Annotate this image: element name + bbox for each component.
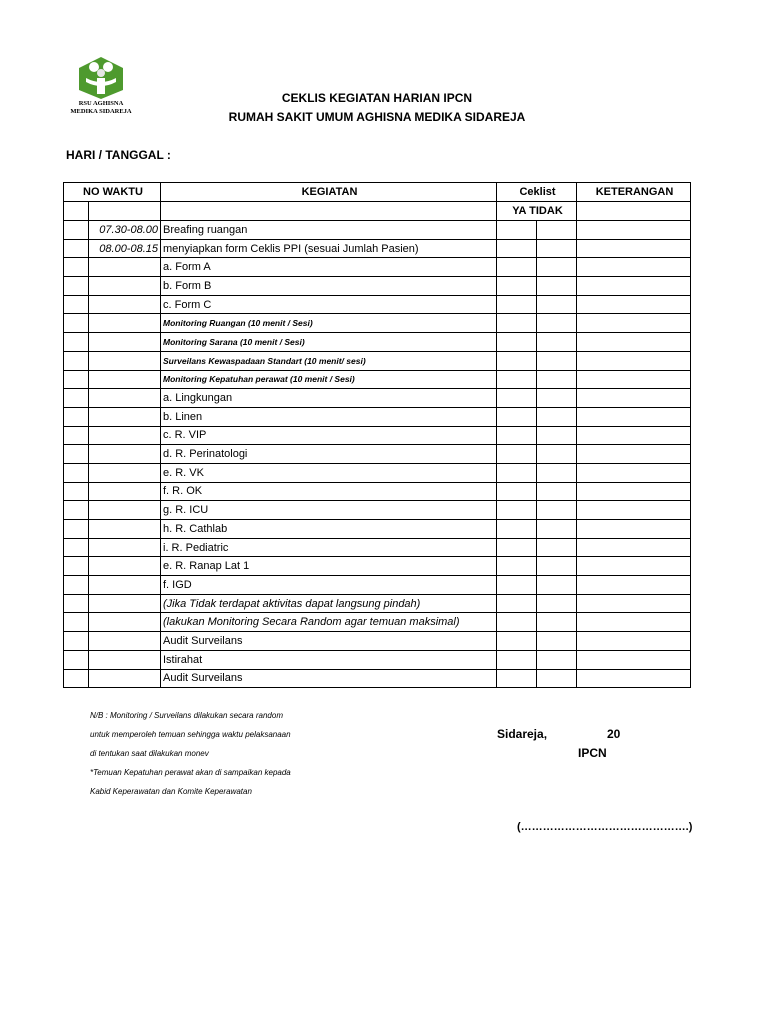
cell-kegiatan: a. Form A xyxy=(161,258,497,277)
cell-kegiatan: e. R. Ranap Lat 1 xyxy=(161,557,497,576)
cell-tidak xyxy=(537,632,577,651)
cell-no xyxy=(64,669,89,688)
cell-keterangan xyxy=(577,407,691,426)
cell-tidak xyxy=(537,370,577,389)
cell-tidak xyxy=(537,221,577,240)
cell-tidak xyxy=(537,650,577,669)
cell-keterangan xyxy=(577,277,691,296)
cell-no xyxy=(64,407,89,426)
cell-keterangan xyxy=(577,650,691,669)
cell-ya xyxy=(497,482,537,501)
cell-no xyxy=(64,445,89,464)
cell-waktu xyxy=(89,445,161,464)
cell-ya xyxy=(497,501,537,520)
cell-waktu xyxy=(89,538,161,557)
cell-ya xyxy=(497,239,537,258)
table-row xyxy=(64,295,691,314)
cell-no xyxy=(64,520,89,539)
cell-tidak xyxy=(537,576,577,595)
cell-ya xyxy=(497,426,537,445)
cell-ya xyxy=(497,538,537,557)
table-header-row xyxy=(64,183,691,202)
header-kegiatan: KEGIATAN xyxy=(161,183,497,202)
cell-waktu xyxy=(89,333,161,352)
cell-waktu xyxy=(89,650,161,669)
cell-waktu xyxy=(89,426,161,445)
cell-no xyxy=(64,258,89,277)
cell-keterangan xyxy=(577,426,691,445)
table-row xyxy=(64,426,691,445)
cell-keterangan xyxy=(577,445,691,464)
cell-no xyxy=(64,576,89,595)
cell-kegiatan: Monitoring Sarana (10 menit / Sesi) xyxy=(161,333,497,352)
cell-keterangan xyxy=(577,389,691,408)
cell-ya xyxy=(497,576,537,595)
cell-kegiatan: Audit Surveilans xyxy=(161,669,497,688)
cell-tidak xyxy=(537,482,577,501)
cell-kegiatan: a. Lingkungan xyxy=(161,389,497,408)
cell-no xyxy=(64,632,89,651)
cell-waktu xyxy=(89,632,161,651)
cell-no xyxy=(64,538,89,557)
date-label: HARI / TANGGAL : xyxy=(66,148,171,162)
table-row xyxy=(64,557,691,576)
cell-ya xyxy=(497,333,537,352)
cell-no xyxy=(64,239,89,258)
checklist-table xyxy=(63,182,691,688)
cell-keterangan xyxy=(577,463,691,482)
cell-no xyxy=(64,389,89,408)
cell-waktu xyxy=(89,407,161,426)
cell-tidak xyxy=(537,520,577,539)
cell-no xyxy=(64,594,89,613)
cell-waktu: 08.00-08.15 xyxy=(89,239,161,258)
cell-ya xyxy=(497,594,537,613)
cell-ya xyxy=(497,632,537,651)
cell-ya xyxy=(497,389,537,408)
cell-keterangan xyxy=(577,594,691,613)
logo-caption-line1: RSU AGHISNA xyxy=(78,100,124,107)
note-line: di tentukan saat dilakukan monev xyxy=(90,749,209,758)
cell-kegiatan: i. R. Pediatric xyxy=(161,538,497,557)
cell-no xyxy=(64,426,89,445)
cell-tidak xyxy=(537,239,577,258)
table-row xyxy=(64,669,691,688)
cell-tidak xyxy=(537,538,577,557)
cell-ya xyxy=(497,277,537,296)
cell-ya xyxy=(497,314,537,333)
cell-no xyxy=(64,613,89,632)
cell-waktu xyxy=(89,314,161,333)
cell-empty xyxy=(64,202,89,221)
cell-keterangan xyxy=(577,632,691,651)
header-no-waktu: NO WAKTU xyxy=(64,183,161,202)
cell-kegiatan: c. Form C xyxy=(161,295,497,314)
cell-tidak xyxy=(537,314,577,333)
cell-waktu xyxy=(89,277,161,296)
note-line: Kabid Keperawatan dan Komite Keperawatan xyxy=(90,787,252,796)
document-subtitle: RUMAH SAKIT UMUM AGHISNA MEDIKA SIDAREJA xyxy=(228,110,526,124)
cell-ya xyxy=(497,295,537,314)
cell-no xyxy=(64,557,89,576)
signature-role: IPCN xyxy=(578,746,607,760)
cell-waktu xyxy=(89,351,161,370)
table-row xyxy=(64,333,691,352)
signature-year: 20 xyxy=(607,727,621,741)
note-line: N/B : Monitoring / Surveilans dilakukan secara random xyxy=(90,711,283,720)
table-row xyxy=(64,221,691,240)
signature-name-blank: (……………………………………….) xyxy=(517,821,693,833)
table-row xyxy=(64,314,691,333)
cell-keterangan xyxy=(577,557,691,576)
table-row xyxy=(64,501,691,520)
cell-no xyxy=(64,333,89,352)
cell-keterangan xyxy=(577,295,691,314)
header-ceklist: Ceklist xyxy=(497,183,577,202)
cell-keterangan xyxy=(577,221,691,240)
cell-kegiatan: h. R. Cathlab xyxy=(161,520,497,539)
cell-kegiatan: Monitoring Ruangan (10 menit / Sesi) xyxy=(161,314,497,333)
cell-tidak xyxy=(537,669,577,688)
cell-keterangan xyxy=(577,576,691,595)
cell-waktu xyxy=(89,295,161,314)
cell-tidak xyxy=(537,258,577,277)
cell-kegiatan: e. R. VK xyxy=(161,463,497,482)
cell-kegiatan: (lakukan Monitoring Secara Random agar temuan maksimal) xyxy=(161,613,497,632)
cell-tidak xyxy=(537,426,577,445)
table-row xyxy=(64,463,691,482)
cell-kegiatan: b. Linen xyxy=(161,407,497,426)
table-subheader-row xyxy=(64,202,691,221)
cell-waktu xyxy=(89,482,161,501)
cell-tidak xyxy=(537,445,577,464)
cell-kegiatan: d. R. Perinatologi xyxy=(161,445,497,464)
cell-empty xyxy=(89,202,161,221)
cell-waktu xyxy=(89,463,161,482)
cell-tidak xyxy=(537,333,577,352)
note-line: untuk memperoleh temuan sehingga waktu pelaksanaan xyxy=(90,730,291,739)
table-row xyxy=(64,370,691,389)
cell-waktu xyxy=(89,370,161,389)
table-row xyxy=(64,520,691,539)
cell-ya xyxy=(497,407,537,426)
cell-kegiatan: f. IGD xyxy=(161,576,497,595)
header-keterangan: KETERANGAN xyxy=(577,183,691,202)
cell-ya xyxy=(497,258,537,277)
table-row xyxy=(64,389,691,408)
cell-keterangan xyxy=(577,314,691,333)
cell-kegiatan: (Jika Tidak terdapat aktivitas dapat langsung pindah) xyxy=(161,594,497,613)
cell-waktu xyxy=(89,576,161,595)
cell-keterangan xyxy=(577,520,691,539)
cell-ya xyxy=(497,445,537,464)
cell-waktu xyxy=(89,389,161,408)
cell-tidak xyxy=(537,463,577,482)
cell-no xyxy=(64,314,89,333)
cell-kegiatan: c. R. VIP xyxy=(161,426,497,445)
cell-ya xyxy=(497,557,537,576)
cell-kegiatan: g. R. ICU xyxy=(161,501,497,520)
cell-ya xyxy=(497,669,537,688)
cell-tidak xyxy=(537,351,577,370)
cell-ya xyxy=(497,221,537,240)
cell-no xyxy=(64,482,89,501)
table-row xyxy=(64,594,691,613)
cell-kegiatan: Istirahat xyxy=(161,650,497,669)
cell-tidak xyxy=(537,557,577,576)
cell-no xyxy=(64,650,89,669)
signature-place: Sidareja, xyxy=(497,727,548,741)
cell-tidak xyxy=(537,389,577,408)
cell-empty xyxy=(161,202,497,221)
table-row xyxy=(64,258,691,277)
note-line: *Temuan Kepatuhan perawat akan di sampaikan kepada xyxy=(90,768,291,777)
cell-ya xyxy=(497,463,537,482)
cell-keterangan xyxy=(577,333,691,352)
table-row xyxy=(64,650,691,669)
cell-tidak xyxy=(537,501,577,520)
table-row xyxy=(64,538,691,557)
cell-kegiatan: b. Form B xyxy=(161,277,497,296)
cell-keterangan xyxy=(577,370,691,389)
cell-waktu xyxy=(89,613,161,632)
document-title: CEKLIS KEGIATAN HARIAN IPCN xyxy=(281,91,473,105)
cell-keterangan xyxy=(577,613,691,632)
cell-waktu xyxy=(89,669,161,688)
cell-keterangan xyxy=(577,239,691,258)
cell-ya xyxy=(497,351,537,370)
cell-kegiatan: Breafing ruangan xyxy=(161,221,497,240)
cell-waktu xyxy=(89,258,161,277)
cell-no xyxy=(64,277,89,296)
cell-waktu xyxy=(89,594,161,613)
cell-empty xyxy=(577,202,691,221)
cell-tidak xyxy=(537,295,577,314)
cell-no xyxy=(64,221,89,240)
cell-keterangan xyxy=(577,482,691,501)
table-row xyxy=(64,277,691,296)
table-row xyxy=(64,482,691,501)
table-row xyxy=(64,351,691,370)
table-row xyxy=(64,576,691,595)
cell-tidak xyxy=(537,407,577,426)
cell-tidak xyxy=(537,594,577,613)
cell-ya xyxy=(497,520,537,539)
cell-ya xyxy=(497,370,537,389)
table-row xyxy=(64,239,691,258)
cell-keterangan xyxy=(577,351,691,370)
cell-no xyxy=(64,463,89,482)
cell-kegiatan: Audit Surveilans xyxy=(161,632,497,651)
cell-tidak xyxy=(537,277,577,296)
cell-no xyxy=(64,370,89,389)
logo-caption-line2: MEDIKA SIDAREJA xyxy=(70,108,132,115)
cell-keterangan xyxy=(577,501,691,520)
cell-no xyxy=(64,295,89,314)
cell-waktu xyxy=(89,557,161,576)
cell-keterangan xyxy=(577,538,691,557)
cell-waktu: 07.30-08.00 xyxy=(89,221,161,240)
cell-kegiatan: f. R. OK xyxy=(161,482,497,501)
cell-keterangan xyxy=(577,258,691,277)
cell-ya xyxy=(497,613,537,632)
cell-kegiatan: Surveilans Kewaspadaan Standart (10 menit/ sesi) xyxy=(161,351,497,370)
cell-ya xyxy=(497,650,537,669)
cell-keterangan xyxy=(577,669,691,688)
cell-kegiatan: Monitoring Kepatuhan perawat (10 menit / Sesi) xyxy=(161,370,497,389)
cell-kegiatan: menyiapkan form Ceklis PPI (sesuai Jumlah Pasien) xyxy=(161,239,497,258)
cell-no xyxy=(64,501,89,520)
cell-waktu xyxy=(89,501,161,520)
table-row xyxy=(64,445,691,464)
cell-waktu xyxy=(89,520,161,539)
table-row xyxy=(64,613,691,632)
cell-no xyxy=(64,351,89,370)
cell-tidak xyxy=(537,613,577,632)
header-ya-tidak: YA TIDAK xyxy=(497,202,577,221)
table-row xyxy=(64,407,691,426)
table-row xyxy=(64,632,691,651)
